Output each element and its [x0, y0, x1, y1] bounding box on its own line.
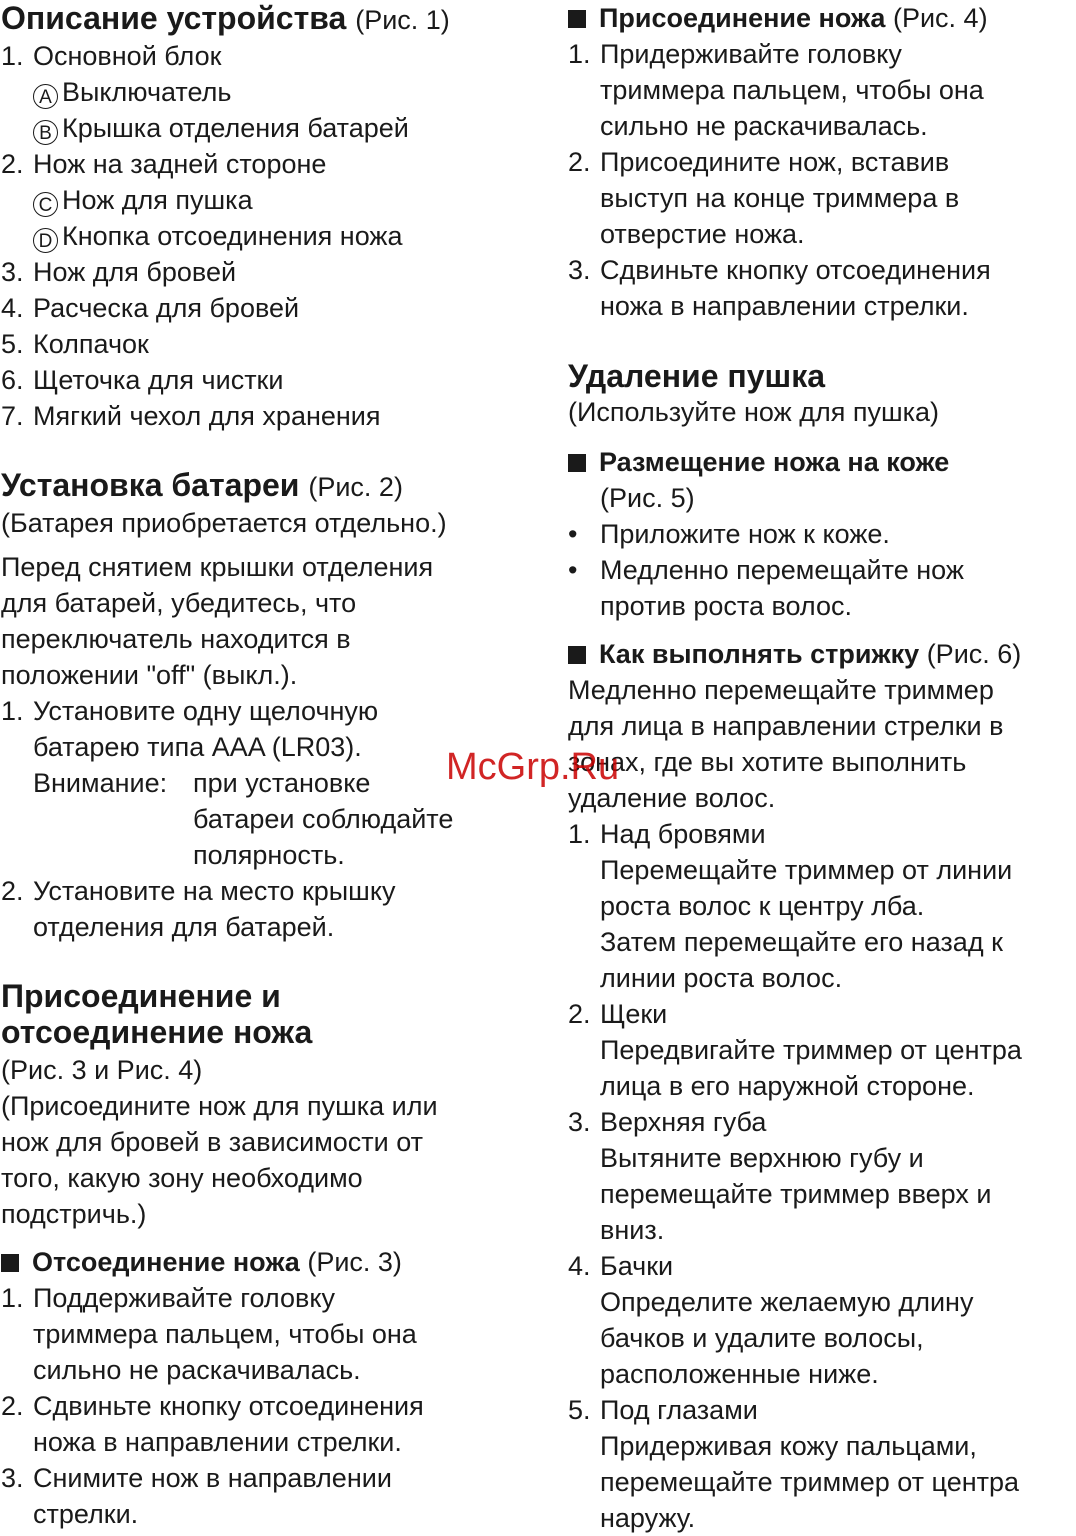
- paragraph-line: для батарей, убедитесь, что: [1, 588, 357, 618]
- figure-ref: (Рис. 1): [355, 5, 450, 35]
- bullet-item: • Приложите нож к коже.: [568, 519, 890, 549]
- section-note: (Используйте нож для пушка): [568, 397, 940, 427]
- list-item: 1. Основной блок: [1, 41, 222, 71]
- figure-ref: (Рис. 4): [892, 3, 988, 33]
- section-title: Установка батареи (Рис. 2): [1, 467, 403, 503]
- step-2: 2. Установите на место крышку: [1, 876, 396, 906]
- attention-note: Внимание: при установке: [1, 765, 521, 801]
- step-item: 1. Над бровями: [568, 819, 766, 849]
- section-device-description: [1, 0, 521, 434]
- circled-letter-b-icon: B: [33, 120, 58, 145]
- list-item: 4. Расческа для бровей: [1, 293, 300, 323]
- attention-label: Внимание:: [33, 768, 168, 798]
- step-item: 3. Верхняя губа: [568, 1107, 767, 1137]
- section-title: Удаление пушка: [568, 358, 825, 394]
- list-item: 7. Мягкий чехол для хранения: [1, 401, 381, 431]
- figure-ref: (Рис. 3): [307, 1247, 402, 1277]
- subsection-title: Как выполнять стрижку (Рис. 6): [568, 636, 1076, 672]
- paragraph-line: положении "off" (выкл.).: [1, 660, 298, 690]
- subsection-title: Отсоединение ножа (Рис. 3): [1, 1244, 521, 1280]
- section-title: Присоединение и: [1, 978, 281, 1014]
- square-bullet-icon: [568, 10, 586, 28]
- circled-letter-a-icon: A: [33, 84, 58, 109]
- subsection-title: Размещение ножа на коже: [568, 444, 1076, 480]
- step-item: 1. Придерживайте головку: [568, 39, 902, 69]
- figure-ref: (Рис. 3 и Рис. 4): [1, 1055, 203, 1085]
- subsection-blade-on-skin: Размещение ножа на коже (Рис. 5) • Приложите нож к коже. • Медленно перемещайте нож против роста волос.: [568, 444, 1076, 624]
- circled-letter-c-icon: C: [33, 192, 58, 217]
- watermark-text: McGrp.Ru: [446, 746, 620, 788]
- paragraph-line: переключатель находится в: [1, 624, 351, 654]
- section-fuzz-removal: [568, 358, 1076, 430]
- list-item: C Нож для пушка: [1, 182, 521, 218]
- subsection-blade-attach: Присоединение ножа (Рис. 4) 1. Придерживайте головку триммера пальцем, чтобы она сильно не раскачивалась. 2. Присоедините нож, вставив выступ на конце триммера в отверстие ножа. 3. Сдвиньте кнопку отсоединения ножа в направлении стрелки.: [568, 0, 1076, 324]
- step-item: 3. Снимите нож в направлении: [1, 1463, 392, 1493]
- section-battery-install: Установка батареи (Рис. 2) (Батарея приобретается отдельно.) Перед снятием крышки отделения для батарей, убедитесь, что переключатель находится в положении "off" (выкл.). 1. Установите одну щелочную батарею типа AAA (LR03). Внимание: при установке батареи соблюдайте полярность. 2. Установите на место крышку отделения для батарей.: [1, 467, 521, 945]
- circled-letter-d-icon: D: [33, 228, 58, 253]
- section-title: отсоединение ножа: [1, 1014, 313, 1050]
- figure-ref: (Рис. 6): [926, 639, 1022, 669]
- step-item: 2. Сдвиньте кнопку отсоединения: [1, 1391, 424, 1421]
- subsection-title: Присоединение ножа (Рис. 4): [568, 0, 1076, 36]
- figure-ref: (Рис. 2): [308, 472, 403, 502]
- section-title: [1, 0, 521, 38]
- list-item: D Кнопка отсоединения ножа: [1, 218, 521, 254]
- square-bullet-icon: [568, 646, 586, 664]
- list-item: A Выключатель: [1, 74, 521, 110]
- subsection-blade-detach: Отсоединение ножа (Рис. 3) 1. Поддерживайте головку триммера пальцем, чтобы она сильно не раскачивалась. 2. Сдвиньте кнопку отсоединения ножа в направлении стрелки. 3. Снимите нож в направлении стрелки.: [1, 1244, 521, 1532]
- list-item: B Крышка отделения батарей: [1, 110, 521, 146]
- section-note: (Батарея приобретается отдельно.): [1, 508, 447, 538]
- list-item: 5. Колпачок: [1, 329, 149, 359]
- list-item: 6. Щеточка для чистки: [1, 365, 284, 395]
- figure-ref: (Рис. 5): [600, 483, 695, 513]
- step-1: 1. Установите одну щелочную: [1, 696, 379, 726]
- title-text: Описание устройства: [1, 0, 347, 36]
- step-item: 2. Присоедините нож, вставив: [568, 147, 950, 177]
- list-item: 2. Нож на задней стороне: [1, 149, 327, 179]
- section-blade-attach-detach: Присоединение и отсоединение ножа (Рис. 3 и Рис. 4) (Присоедините нож для пушка или нож для бровей в зависимости от того, какую зону необходимо подстричь.): [1, 978, 521, 1232]
- square-bullet-icon: [1, 1254, 19, 1272]
- step-item: 2. Щеки: [568, 999, 668, 1029]
- paragraph-line: Перед снятием крышки отделения: [1, 552, 434, 582]
- step-item: 4. Бачки: [568, 1251, 674, 1281]
- step-item: 5. Под глазами: [568, 1395, 758, 1425]
- bullet-item: • Медленно перемещайте нож: [568, 555, 964, 585]
- subsection-how-to-trim: Как выполнять стрижку (Рис. 6) Медленно перемещайте триммер для лица в направлении стрелки в зонах, где вы хотите выполнить удаление волос. 1. Над бровями Перемещайте триммер от линии роста волос к центру лба. Затем перемещайте его назад к линии роста волос. 2. Щеки Передвигайте триммер от центра лица в его наружной стороне. 3. Верхняя губа Вытяните верхнюю губу и перемещайте триммер вверх и вниз. 4. Бачки Определите желаемую длину бачков и удалите волосы, расположенные ниже. 5. Под глазами Придерживая кожу пальцами, перемещайте триммер от центра наружу.: [568, 636, 1076, 1536]
- list-item: 3. Нож для бровей: [1, 257, 237, 287]
- square-bullet-icon: [568, 454, 586, 472]
- step-item: 1. Поддерживайте головку: [1, 1283, 335, 1313]
- step-item: 3. Сдвиньте кнопку отсоединения: [568, 255, 991, 285]
